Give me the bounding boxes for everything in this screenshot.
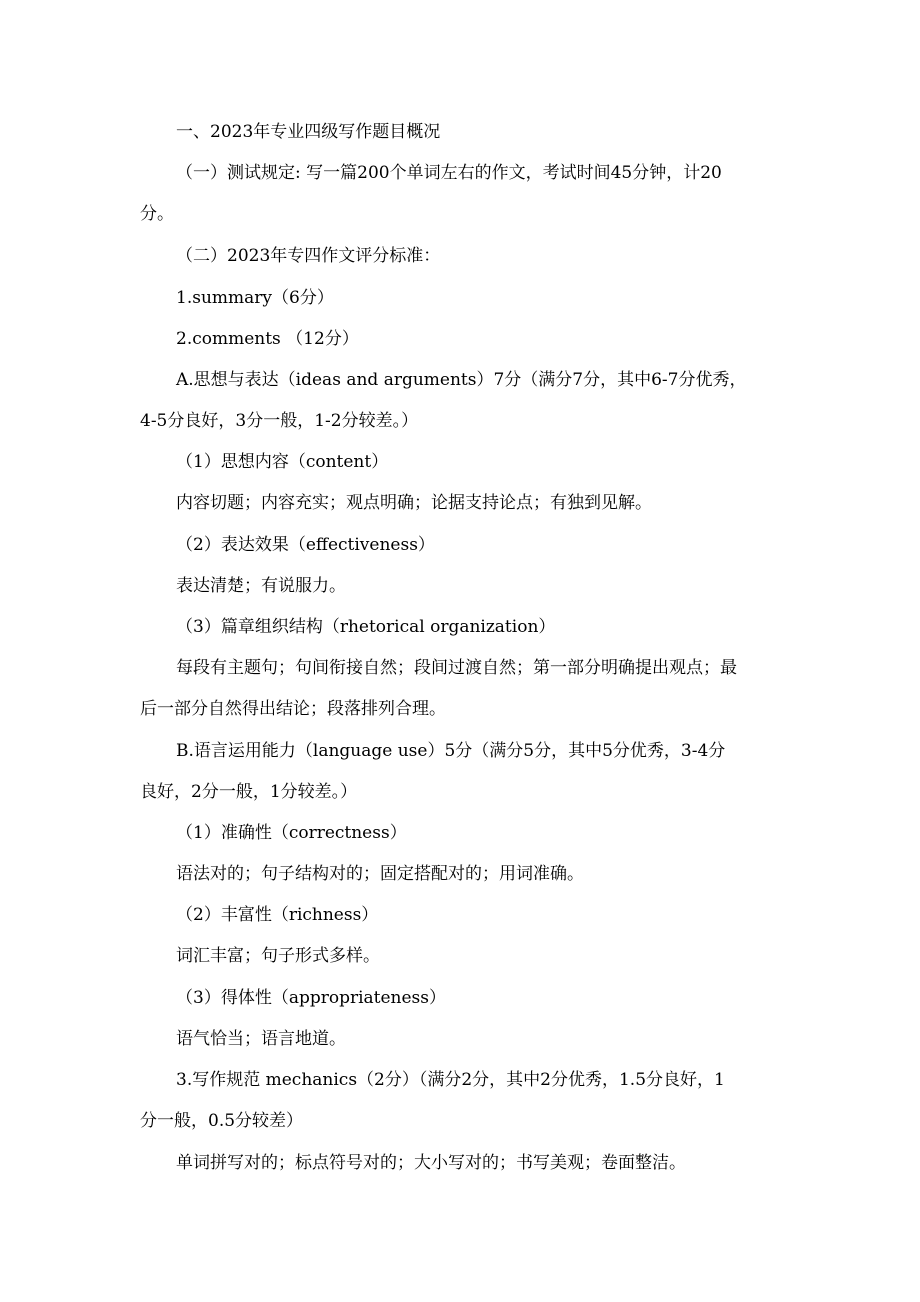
paragraph-line: （一）测试规定: 写一篇200个单词左右的作文，考试时间45分钟，计20 <box>176 163 722 183</box>
paragraph-line: 分。 <box>140 204 174 224</box>
paragraph-line: 表达清楚；有说服力。 <box>176 576 346 596</box>
section-heading: 一、2023年专业四级写作题目概况 <box>176 122 441 142</box>
list-item: 1.summary（6分） <box>176 288 334 308</box>
list-item: 2.comments （12分） <box>176 329 359 349</box>
sub-criterion: （3）篇章组织结构（rhetorical organization） <box>176 617 556 637</box>
paragraph-line: 语法对的；句子结构对的；固定搭配对的；用词准确。 <box>176 864 584 884</box>
paragraph-line: 语气恰当；语言地道。 <box>176 1029 346 1049</box>
paragraph-line: 每段有主题句；句间衔接自然；段间过渡自然；第一部分明确提出观点；最 <box>176 658 737 678</box>
paragraph-line: 4-5分良好，3分一般，1-2分较差。） <box>140 411 419 431</box>
paragraph-line: 良好，2分一般，1分较差。） <box>140 782 358 802</box>
sub-criterion: （2）表达效果（effectiveness） <box>176 535 435 555</box>
criterion-heading: 3.写作规范 mechanics（2分）（满分2分，其中2分优秀，1.5分良好，1 <box>176 1070 725 1090</box>
sub-criterion: （1）思想内容（content） <box>176 452 389 472</box>
sub-criterion: （1）准确性（correctness） <box>176 823 407 843</box>
paragraph-line: 分一般，0.5分较差） <box>140 1111 304 1131</box>
sub-criterion: （2）丰富性（richness） <box>176 905 379 925</box>
paragraph-line: 单词拼写对的；标点符号对的；大小写对的；书写美观；卷面整洁。 <box>176 1153 686 1173</box>
sub-criterion: （3）得体性（appropriateness） <box>176 988 447 1008</box>
paragraph-line: 后一部分自然得出结论；段落排列合理。 <box>140 699 446 719</box>
criterion-heading: A.思想与表达（ideas and arguments）7分（满分7分，其中6-7分优秀， <box>176 370 747 390</box>
sub-heading: （二）2023年专四作文评分标准： <box>176 246 441 266</box>
paragraph-line: 内容切题；内容充实；观点明确；论据支持论点；有独到见解。 <box>176 493 652 513</box>
paragraph-line: 词汇丰富；句子形式多样。 <box>176 946 380 966</box>
criterion-heading: B.语言运用能力（language use）5分（满分5分，其中5分优秀，3-4分 <box>176 741 726 761</box>
